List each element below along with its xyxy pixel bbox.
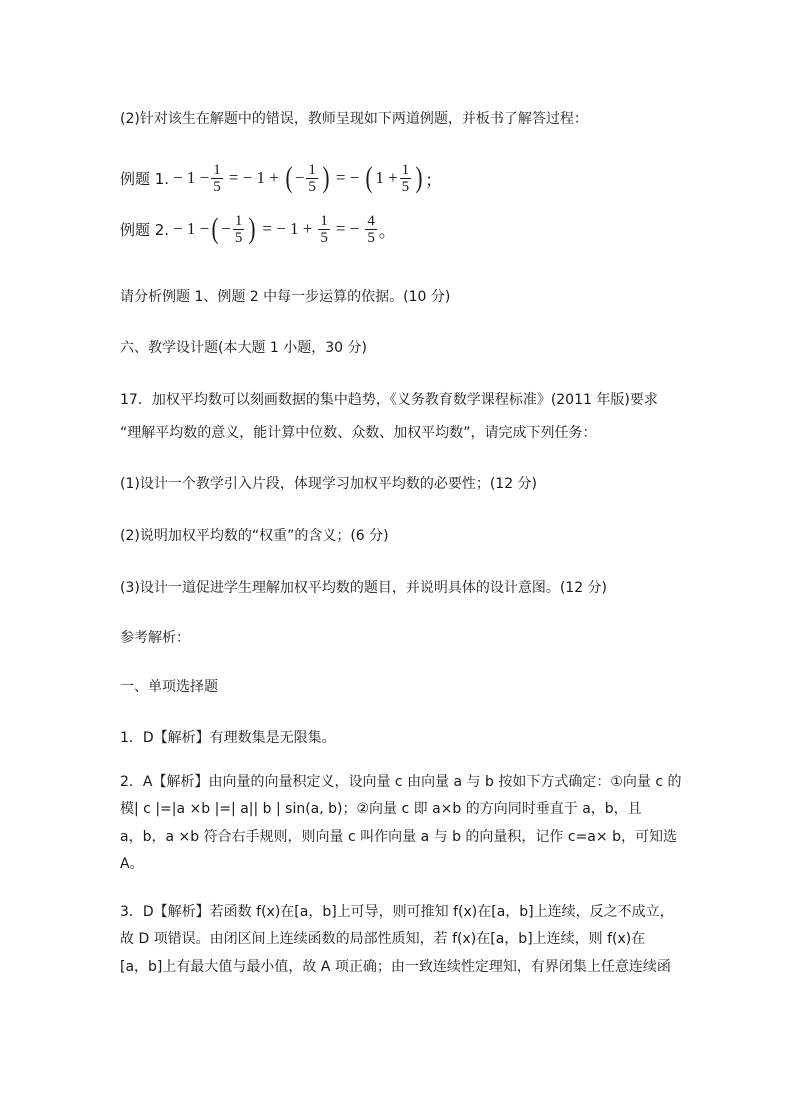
ex2-term-a: − 1 − bbox=[173, 219, 210, 238]
answer-3-line-3: [a，b]上有最大值与最小值，故 A 项正确；由一致连续性定理知，有界闭集上任意连续函 bbox=[120, 959, 671, 975]
ex2-fraction-2: $\frac{1}{5}$ bbox=[320, 212, 328, 246]
ex1-minus: − bbox=[294, 168, 305, 187]
question-17-line-1: 17．加权平均数可以刻画数据的集中趋势，《义务教育数学课程标准》(2011 年版)要求 bbox=[120, 392, 658, 408]
answer-2-line-3: a，b，a ×b 符合右手规则，则向量 c 叫作向量 a 与 b 的向量积，记作 c=a× b，可知选 bbox=[120, 829, 677, 845]
answer-2-line-1: 2．A【解析】由向量的向量积定义，设向量 c 由向量 a 与 b 按如下方式确定：①向量 c 的 bbox=[120, 774, 682, 790]
section-6-heading: 六、教学设计题(本大题 1 小题，30 分) bbox=[120, 340, 367, 356]
analysis-prompt: 请分析例题 1、例题 2 中每一步运算的依据。(10 分) bbox=[120, 289, 451, 305]
ex1-fraction-1: $\frac{1}{5}$ bbox=[213, 161, 221, 195]
ex1-fraction-2: $\frac{1}{5}$ bbox=[308, 161, 316, 195]
answer-3-line-2: 故 D 项错误。由闭区间上连续函数的局部性质知，若 f(x)在[a，b]上连续，则 f(x)在 bbox=[120, 931, 646, 947]
ex1-term-a: − 1 − bbox=[173, 168, 210, 187]
ex2-minus: − bbox=[221, 219, 231, 238]
ex1-fraction-3: $\frac{1}{5}$ bbox=[401, 161, 410, 195]
ex1-term-d: = − bbox=[335, 168, 360, 187]
answer-3-line-1: 3．D【解析】若函数 f(x)在[a，b]上可导，则可推知 f(x)在[a，b]上连续，反之不成立， bbox=[120, 904, 674, 920]
reference-answers-heading: 参考解析： bbox=[120, 630, 190, 646]
ex2-fraction-3: $\frac{4}{5}$ bbox=[367, 212, 375, 246]
question-2-text: (2)针对该生在解题中的错误，教师呈现如下两道例题，并板书了解答过程： bbox=[120, 111, 588, 127]
answer-2-line-2: 模| c |=|a ×b |=| a|| b | sin(a, b)；②向量 c 即 a×b 的方向同时垂直于 a，b，且 bbox=[120, 801, 642, 817]
example-1-equation: 例题 1. − 1 − $\frac{1}{5}$ = − 1 + ( − $\frac{1}{5}$ ) = − ( 1 + $\frac{1}{5}$ ) ； bbox=[120, 161, 443, 195]
task-1: (1)设计一个教学引入片段，体现学习加权平均数的必要性；(12 分) bbox=[120, 476, 538, 492]
example-1-label: 例题 1. bbox=[120, 169, 170, 188]
ex2-end: 。 bbox=[378, 221, 396, 241]
ex1-end: ； bbox=[425, 170, 443, 190]
ex1-term-b: = − 1 + bbox=[228, 168, 279, 187]
ex2-fraction-1: $\frac{1}{5}$ bbox=[234, 212, 243, 246]
example-2-equation: 例题 2. − 1 − ( − $\frac{1}{5}$ ) = − 1 + $\frac{1}{5}$ = − $\frac{4}{5}$ 。 bbox=[120, 212, 396, 246]
task-3: (3)设计一道促进学生理解加权平均数的题目，并说明具体的设计意图。(12 分) bbox=[120, 580, 608, 596]
answer-2-line-4: A。 bbox=[120, 856, 144, 872]
question-17-line-2: “理解平均数的意义，能计算中位数、众数、加权平均数”，请完成下列任务： bbox=[120, 425, 597, 441]
section-1-heading: 一、单项选择题 bbox=[120, 679, 218, 695]
ex1-term-e: 1 + bbox=[375, 168, 398, 187]
ex2-term-d: = − bbox=[335, 219, 360, 238]
example-2-label: 例题 2. bbox=[120, 220, 170, 239]
task-2: (2)说明加权平均数的“权重”的含义；(6 分) bbox=[120, 528, 389, 544]
ex2-term-b: = − 1 + bbox=[262, 219, 313, 238]
answer-1: 1．D【解析】有理数集是无限集。 bbox=[120, 730, 336, 746]
